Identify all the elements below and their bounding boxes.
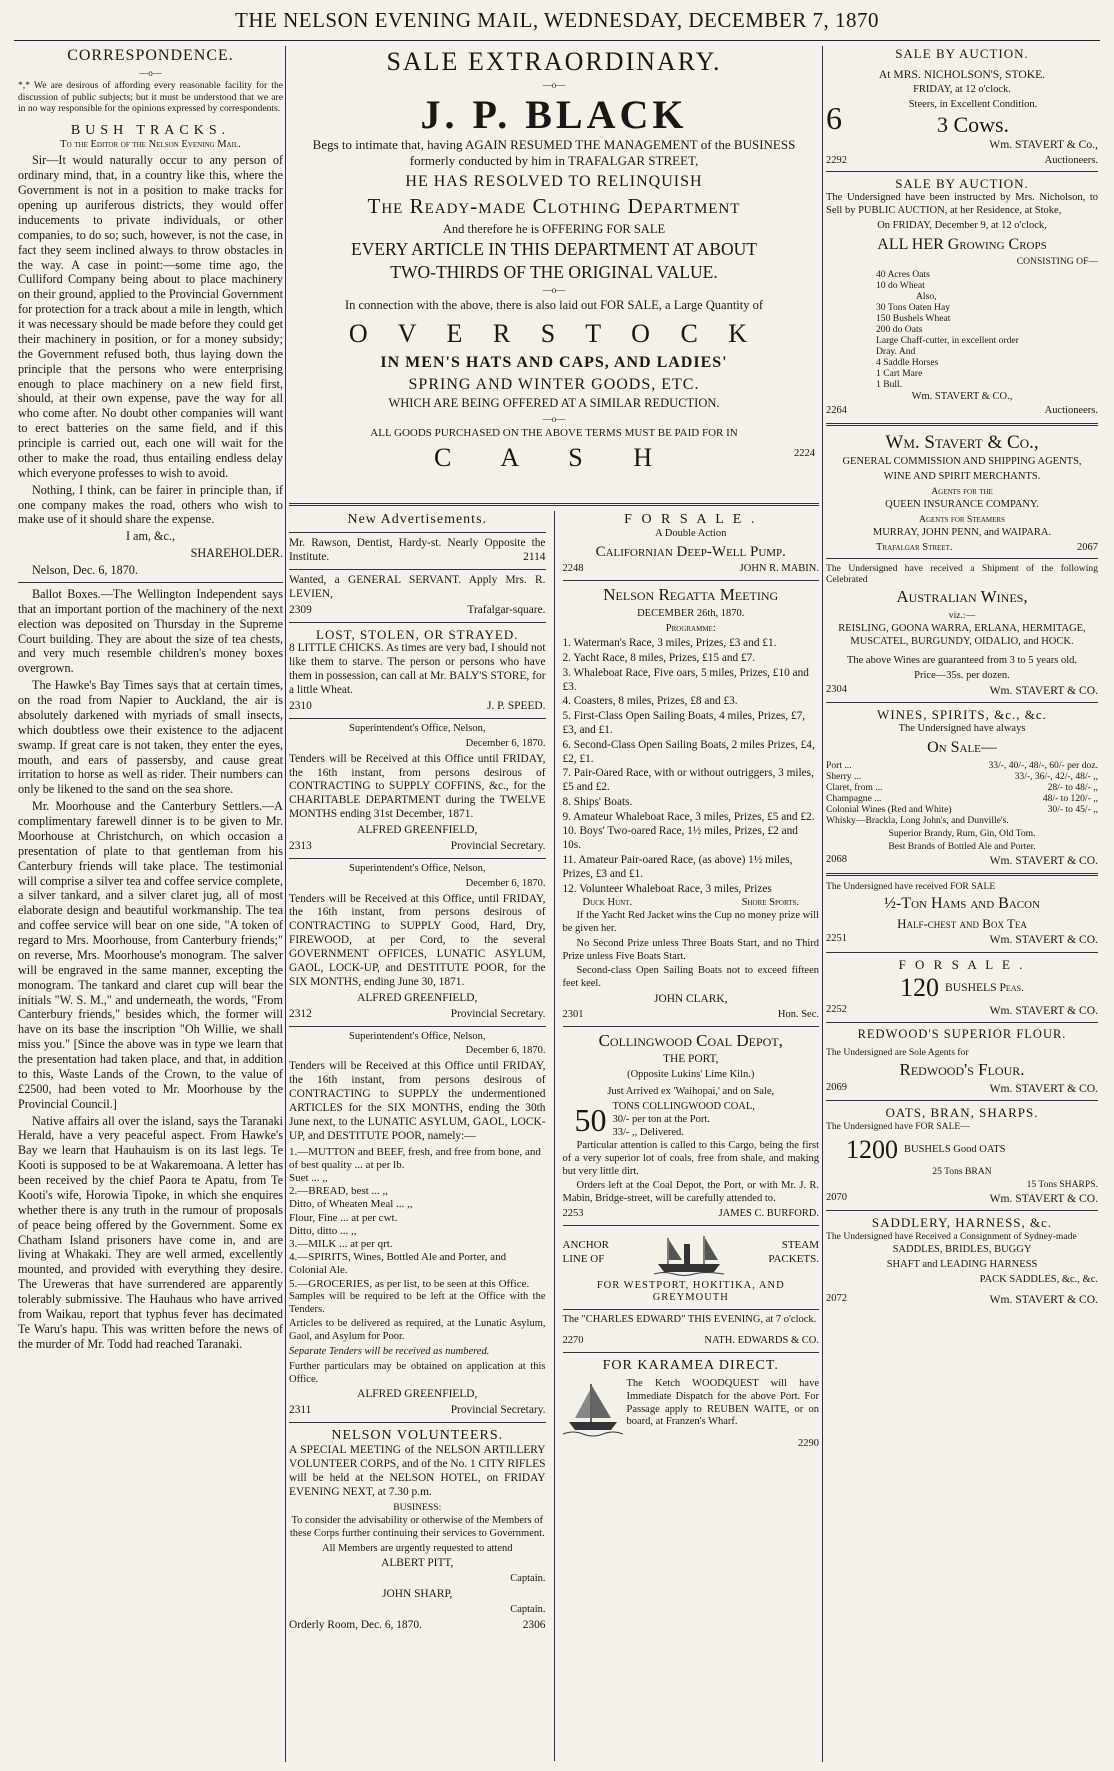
karamea-heading: FOR KARAMEA DIRECT.: [602, 1357, 779, 1373]
auction-quantity: 6: [826, 100, 842, 137]
letter-title: BUSH TRACKS.: [70, 122, 231, 138]
anchor-line-header: [563, 1230, 820, 1276]
for-sale-item: Californian Deep-Well Pump.: [595, 543, 786, 560]
anchor-text: STEAM: [781, 1239, 819, 1252]
divider: [563, 1309, 820, 1310]
spirits-footer: [826, 854, 1098, 868]
ad-number: 2304: [826, 684, 847, 696]
regatta-race: 1. Waterman's Race, 3 miles, Prizes, £3 and £1.: [562, 637, 777, 650]
coal-paragraph: Particular attention is called to this Cargo, being the first of a very superior lot of coals, free from shale, and making but very little dirt.: [562, 1139, 819, 1177]
divider: [289, 858, 546, 859]
coal-offer: [563, 1101, 820, 1140]
spirits-prices: [826, 760, 1098, 815]
auction-item: 40 Acres Oats: [876, 269, 930, 281]
ad-number: 2313: [289, 840, 312, 853]
divider: [289, 569, 546, 570]
auction-heading: SALE BY AUCTION.: [895, 46, 1029, 61]
price-row: Port ... 33/-, 40/-, 48/-, 60/- per doz.: [826, 759, 1098, 771]
divider: [289, 1026, 546, 1027]
tea-heading: Half-chest and Box Tea: [897, 915, 1027, 931]
column-auctions: [826, 46, 1098, 1762]
column-rule: [285, 46, 286, 1762]
tender-signature: ALFRED GREENFIELD,: [357, 1388, 478, 1401]
volunteers-business: BUSINESS:: [393, 1501, 442, 1513]
anchor-route: FOR WESTPORT, HOKITIKA, AND GREYMOUTH: [596, 1279, 785, 1304]
coal-footer: [563, 1208, 820, 1221]
regatta-race: 9. Amateur Whaleboat Race, 3 miles, Prizes, £5 and £2.: [562, 810, 815, 823]
auctioneer-title: Auctioneers.: [1044, 154, 1098, 166]
auction-item: Large Chaff-cutter, in excellent order: [876, 335, 1019, 347]
ad-number: 2114: [523, 550, 546, 563]
regatta-race: 11. Amateur Pair-oared Race, (as above) 1½ miles, Prizes, £3 and £1.: [562, 854, 793, 880]
section-heading: CORRESPONDENCE.: [67, 47, 234, 64]
stavert-line: GENERAL COMMISSION AND SHIPPING AGENTS,: [842, 456, 1082, 468]
flour-heading: REDWOOD'S SUPERIOR FLOUR.: [857, 1027, 1067, 1042]
tender-note: Separate Tenders will be received as numbered.: [289, 1345, 490, 1357]
regatta-heading: Nelson Regatta Meeting: [603, 584, 779, 604]
lost-footer: [289, 700, 546, 714]
ad-line: O V E R S T O C K: [348, 318, 760, 348]
wine-guarantee: The above Wines are guaranteed from 3 to 5 years old.: [846, 654, 1077, 666]
regatta-race: 10. Boys' Two-oared Race, 1½ miles, Prizes, £2 and 10s.: [562, 825, 798, 852]
spirits-heading: WINES, SPIRITS, &c., &c.: [877, 707, 1047, 723]
tender-item: 1.—MUTTON and BEEF, fresh, and free from bone, and of best quality ... at per lb.: [289, 1145, 541, 1171]
ad-number: 2292: [826, 154, 847, 166]
wine-price: Price—35s. per dozen.: [914, 669, 1010, 681]
auction-item: 4 Saddle Horses: [876, 357, 939, 369]
tender-item: Ditto, ditto ... ,,: [289, 1224, 357, 1237]
letter-date: Nelson, Dec. 6, 1870.: [32, 563, 138, 578]
auction-item: 3 Cows.: [936, 111, 1010, 137]
peas-offer: [826, 972, 1098, 1004]
flour-intro: The Undersigned are Sole Agents for: [826, 1046, 969, 1058]
ad-number: 2309: [289, 603, 312, 616]
ad-title-sig: Provincial Secretary.: [450, 840, 546, 853]
oats-line: 25 Tons BRAN: [932, 1166, 992, 1178]
regatta-races: [563, 637, 820, 896]
auction-item: 1 Bull.: [876, 379, 903, 391]
spirits-line: Superior Brandy, Rum, Gin, Old Tom.: [888, 827, 1036, 839]
divider: [289, 1422, 546, 1423]
ad-signature: Wm. STAVERT & CO.: [989, 1292, 1098, 1306]
wanted-ad: Wanted, a GENERAL SERVANT. Apply Mrs. R. LEVIEN,: [289, 573, 546, 600]
ad-merchant-name: J. P. BLACK: [420, 91, 688, 137]
regatta-race: 6. Second-Class Open Sailing Boats, 2 miles Prizes, £4, £2, £1.: [562, 738, 815, 765]
tender-item: Suet ... ,,: [289, 1172, 328, 1185]
sailing-ship-icon: [563, 1378, 623, 1438]
ad-number: 2312: [289, 1007, 312, 1020]
coal-paragraph: Orders left at the Coal Depot, the Port, or with Mr. J. R. Mabin, Bridge-street, will be carefully attended to.: [562, 1180, 819, 1205]
regatta-race: 3. Whaleboat Race, Five oars, 5 miles, Prizes, £10 and £3.: [562, 666, 809, 693]
regatta-race: 2. Yacht Race, 8 miles, Prizes, £15 and £7.: [562, 652, 756, 665]
coal-location: THE PORT,: [663, 1053, 719, 1066]
peas-footer: [826, 1004, 1098, 1018]
oats-offer: [826, 1134, 1098, 1166]
ad-line: In connection with the above, there is also laid out FOR SALE, a Large Quantity of: [344, 298, 764, 313]
auction-item: 10 do Wheat: [876, 280, 925, 292]
auction-item: 30 Tons Oaten Hay: [876, 302, 951, 314]
column-advertisements: [289, 46, 819, 1762]
letter-close: I am, &c.,: [125, 529, 176, 544]
letter-paragraph: Sir—It would naturally occur to any person of ordinary mind, that, in a country like this, where the Government is not in a position to make tracks for opening up auriferous districts, they would offer inducements to private individuals, or other companies, to do so; such, however, is not the case, in fact they seem inclined always to throw obstacles in the way. A case in point:—some time ago, the Culliford Company being about to place machinery on their ground, applied to the Provincial Government for protection for a track about a mile in length, which it was necessary should be made before they could get their machinery in position, or for a money subsidy; the Government refused both, thus laying down the principle that the persons who were enterprising enough to place machinery on a new field first, should, at their own expense, pave the way for all who come after. No doubt other companies will want to erect batteries on the same field, and if this principle is carried out, each one will wait for the other to make the road, thus entailing endless delay which everyone professes to wish to avoid.: [18, 153, 283, 480]
wine-footer: [826, 684, 1098, 698]
stavert-line: Agents for Steamers: [919, 513, 1005, 525]
regatta-date: DECEMBER 26th, 1870.: [637, 607, 745, 619]
column-rule: [822, 46, 823, 1762]
coal-line: 30/- per ton at the Port.: [612, 1113, 710, 1125]
tender-item: 3.—MILK ... at per qrt.: [289, 1238, 393, 1251]
divider: [826, 702, 1098, 703]
divider: [18, 582, 283, 583]
ad-signature: Wm. STAVERT & CO.: [989, 853, 1098, 867]
ornament: —o—: [542, 413, 566, 424]
auction-footer: [826, 155, 1098, 168]
for-sale-heading: F O R S A L E .: [624, 512, 758, 527]
auctioneer: Wm. STAVERT & Co.,: [989, 138, 1098, 152]
tender-item: 2.—BREAD, best ... ,,: [289, 1185, 388, 1198]
disclaimer: *,* We are desirous of affording every reasonable facility for the discussion of public subjects; but it must be understood that we are in no way responsible for the opinions expressed by correspondents.: [18, 80, 283, 114]
auction-item: 150 Bushels Wheat: [876, 313, 951, 325]
oats-footer: [826, 1192, 1098, 1206]
ornament: —o—: [139, 67, 162, 78]
tender-item: Ditto, of Wheaten Meal ... ,,: [289, 1198, 413, 1211]
office-line: Superintendent's Office, Nelson,: [349, 862, 486, 874]
flour-name: Redwood's Flour.: [899, 1059, 1025, 1079]
divider: [826, 952, 1098, 953]
ad-signature: Wm. STAVERT & CO.: [989, 1082, 1098, 1096]
regatta-race: 5. First-Class Open Sailing Boats, 4 miles, Prizes, £7, £3, and £1.: [562, 710, 806, 736]
hams-heading: ½-Ton Hams and Bacon: [883, 895, 1041, 913]
ad-number: 2290: [798, 1437, 819, 1449]
ad-number: 2224: [794, 448, 815, 460]
ad-line: And therefore he is OFFERING FOR SALE: [442, 221, 666, 236]
divider: [826, 171, 1098, 172]
office-date: December 6, 1870.: [465, 737, 546, 749]
divider: [289, 622, 546, 623]
ad-line: ALL GOODS PURCHASED ON THE ABOVE TERMS MUST BE PAID FOR IN: [370, 426, 738, 439]
volunteers-rank: Captain.: [510, 1603, 546, 1615]
ad-number: 2301: [562, 1008, 584, 1020]
office-line: Superintendent's Office, Nelson,: [349, 723, 486, 734]
masthead: THE NELSON EVENING MAIL, WEDNESDAY, DECEMBER 7, 1870: [235, 8, 879, 32]
anchor-sailing: The "CHARLES EDWARD" THIS EVENING, at 7 o'clock.: [562, 1314, 817, 1326]
office-line: Superintendent's Office, Nelson,: [349, 1030, 486, 1042]
spirits-line: Best Brands of Bottled Ale and Porter.: [888, 840, 1036, 852]
regatta-race: 8. Ships' Boats.: [562, 795, 633, 808]
volunteers-text: A SPECIAL MEETING of the NELSON ARTILLERY VOLUNTEER CORPS, and of the No. 1 CITY RIFLES will be held at the NELSON HOTEL, on FRIDAY EVENING NEXT, at 7.30 p.m.: [289, 1444, 546, 1498]
auction-time: On FRIDAY, December 9, at 12 o'clock,: [877, 219, 1047, 231]
letter-salutation: To the Editor of the Nelson Evening Mail.: [60, 138, 241, 150]
divider: [563, 1352, 820, 1353]
tender-item: 5.—GROCERIES, as per list, to be seen at this Office.: [289, 1277, 530, 1290]
auctioneer-title: Auctioneers.: [1044, 405, 1098, 417]
for-sale-heading: F O R S A L E .: [898, 956, 1026, 972]
wine-heading: Australian Wines,: [896, 587, 1028, 607]
spirits-line: Whisky—Brackla, Long John's, and Dunville's.: [826, 814, 1009, 826]
ad-line: SPRING AND WINTER GOODS, ETC.: [408, 375, 700, 393]
wine-list: REISLING, GOONA WARRA, ERLANA, HERMITAGE, MUSCATEL, BURGUNDY, OIDALIO, and HOCK.: [838, 623, 1086, 647]
divider: [826, 1210, 1098, 1211]
ad-signature: Wm. STAVERT & CO.: [989, 684, 1098, 698]
regatta-extras: [563, 897, 820, 910]
ad-number: 2251: [826, 933, 847, 945]
volunteers-request: All Members are urgently requested to attend: [322, 1542, 513, 1554]
coal-line: TONS COLLINGWOOD COAL,: [612, 1101, 755, 1113]
regatta-footer: [563, 1009, 820, 1022]
anchor-text: PACKETS.: [768, 1252, 819, 1265]
stavert-line: Agents for the: [931, 485, 993, 497]
divider: [289, 718, 546, 719]
news-paragraph: Mr. Moorhouse and the Canterbury Settlers.—A complimentary farewell dinner is to be given to Mr. Moorhouse at Christchurch, on which occasion a presentation of plate to that gentleman from his Canterbury friends will take place. The testimonial will comprise a silver tea and coffee service complete, a silver tankard, and a silver claret jug, all of most elaborate design and beautiful workmanship. The tea and coffee service will bear on one side, "A token of regard to Mrs. Moorhouse, from Canterbury friends;" on reverse, Mrs. Moorhouse's monogram. The salver will be engraved in the same manner, excepting the monogram. The tankard and claret cup will bear the initials "W. S. M.," and underneath, the words, "From Canterbury friends," besides which, the former will have on its base the inscription "Oh Willie, we shall miss you." [Since the above was in type we learn that the presentation had taken place, and that, in addition to this, Waste Lands of the Crown, to the value of £2500, had been voted to Mr. Moorhouse by the Provincial Council.]: [18, 799, 283, 1111]
peas-item: BUSHELS Peas.: [945, 981, 1024, 995]
ornament: —o—: [542, 285, 566, 296]
saddlery-line: SADDLES, BRIDLES, BUGGY: [892, 1244, 1032, 1256]
regatta-extra: Duck Hunt.: [582, 897, 633, 909]
ad-number: 2072: [826, 1292, 847, 1304]
flour-footer: [826, 1082, 1098, 1096]
oats-intro: The Undersigned have FOR SALE—: [826, 1121, 970, 1133]
ad-line: C A S H: [434, 443, 674, 473]
divider: [563, 580, 820, 581]
column-correspondence: [18, 46, 283, 1762]
coal-quantity: 50: [574, 1101, 607, 1138]
wine-viz: viz.:—: [948, 610, 976, 622]
auction-item: 1 Cart Mare: [876, 368, 923, 380]
tender-text: Tenders will be Received at this Office, until FRIDAY, the 16th instant, from persons desirous of CONTRACTING to SUPPLY Good, Hard, Dry, FIREWOOD, at per Cord, to the several GOVERNMENT OFFICES, LUNATIC ASYLUM, GAOL, LOCK-UP, and DESTITUTE POOR, for the SIX MONTHS, ending June 30, 1871.: [289, 892, 546, 988]
tender-note: Samples will be required to be left at the Office with the Tenders.: [289, 1290, 546, 1315]
auction-lot: [826, 99, 1098, 139]
coal-line: 33/- ,, Delivered.: [612, 1126, 684, 1138]
regatta-extra: Shore Sports.: [741, 897, 799, 909]
ad-signature: JOHN R. MABIN.: [739, 563, 819, 575]
ad-number: 2068: [826, 853, 847, 865]
ad-line: IN MEN'S HATS AND CAPS, AND LADIES': [380, 354, 728, 372]
price-row: Sherry ... 33/-, 36/-, 42/-, 48/- ,,: [826, 770, 1098, 782]
divider: [826, 1022, 1098, 1023]
auction-consisting: CONSISTING OF—: [1016, 256, 1098, 268]
price-row: Champagne ... 48/- to 120/- ,,: [826, 792, 1098, 804]
price-row: Claret, from ... 28/- to 48/- ,,: [826, 781, 1098, 793]
ad-number: 2069: [826, 1082, 847, 1094]
divider: [289, 532, 546, 533]
ad-number: 2306: [522, 1618, 546, 1631]
coal-arrival: Just Arrived ex 'Waihopai,' and on Sale,: [607, 1086, 775, 1098]
volunteers-business-text: To consider the advisability or otherwise of the Members of these Corps further continuing their services to Government.: [289, 1514, 545, 1539]
ad-signature: J. P. SPEED.: [486, 700, 546, 713]
tender-item: Flour, Fine ... at per cwt.: [289, 1211, 398, 1224]
volunteers-signature: ALBERT PITT,: [381, 1557, 454, 1570]
ad-signature: Wm. STAVERT & CO.: [989, 1004, 1098, 1018]
ornament: —o—: [542, 79, 566, 90]
ad-line: WHICH ARE BEING OFFERED AT A SIMILAR REDUCTION.: [388, 396, 720, 411]
ad-number: 2067: [1077, 541, 1098, 553]
oats-quantity: 1200: [846, 1135, 898, 1165]
tender-text: Tenders will be Received at this Office until FRIDAY, the 16th instant, from persons desirous of CONTRACTING to SUPPLY COFFINS, &c., for the CHARITABLE DEPARTMENT during the TWELVE MONTHS ending 31st December, 1871.: [289, 752, 546, 821]
sale-extraordinary-ad: [289, 46, 819, 498]
volunteers-room: Orderly Room, Dec. 6, 1870.: [289, 1618, 422, 1631]
volunteers-heading: NELSON VOLUNTEERS.: [331, 1428, 504, 1444]
karamea-text: The Ketch WOODQUEST will have Immediate Dispatch for the above Port. For Passage apply to REUBEN WAITE, or on board, at Franzen's Wharf.: [626, 1377, 819, 1428]
subcolumn-left: [289, 511, 546, 1761]
ad-line: Begs to intimate that, having AGAIN RESUMED THE MANAGEMENT of the BUSINESS formerly conducted by him in TRAFALGAR STREET,: [312, 136, 796, 168]
ad-signature: NATH. EDWARDS & CO.: [704, 1335, 819, 1347]
ad-number: 2248: [562, 563, 584, 575]
coal-heading: Collingwood Coal Depot,: [598, 1030, 783, 1050]
tender-text: Tenders will be Received at this Office until FRIDAY, the 16th instant, from persons desirous of CONTRACTING to SUPPLY the undermentioned ARTICLES for the SIX MONTHS, ending the 30th June next, to the LUNATIC ASYLUM, GAOL, LOCK-UP, and DESTITUTE POOR, namely:—: [289, 1060, 546, 1142]
dentist-ad: [289, 537, 546, 565]
stavert-heading: Wm. Stavert & Co.,: [885, 432, 1039, 454]
regatta-note: If the Yacht Red Jacket wins the Cup no money prize will be given her.: [562, 910, 819, 934]
ad-line: TWO-THIRDS OF THE ORIGINAL VALUE.: [390, 262, 718, 283]
ad-title-sig: Provincial Secretary.: [450, 1007, 546, 1020]
tender-signature: ALFRED GREENFIELD,: [357, 824, 478, 837]
hams-footer: [826, 933, 1098, 947]
news-paragraph: Native affairs all over the island, says the Taranaki Herald, have a very peaceful aspect. From Hawke's Bay we learn that Hauhauism is on its last legs. Te Kooti is supposed to be at Wakaremoana. A letter has been received by the chief Paora te Apatu, from Te Kooti's wife, Horowia Tipoke, in which she enquires whether there is any truth in the rumour of proposals of peace being offered by the Government. Some ex Chatham Island prisoners have come in, and are living at Whakaki. They are well armed, excellently mounted, and provided with everything they desire. The Ureweras that have surrendered are apparently tolerably submissive. The Hauhaus who have arrived from Waikau, report that typhus fever has decimated Te Waru's hapu. This was written before the news of the murder of Mr. Todd had reached Taranaki.: [18, 1113, 283, 1351]
ad-number: 2253: [562, 1207, 584, 1219]
auction-items: [826, 269, 1098, 390]
stavert-footer: [826, 542, 1098, 555]
regatta-programme: Programme:: [665, 622, 716, 634]
regatta-race: 12. Volunteer Whaleboat Race, 3 miles, Prizes: [562, 882, 772, 895]
divider: [826, 873, 1098, 876]
spirits-intro: The Undersigned have always: [898, 723, 1026, 735]
news-paragraph: Ballot Boxes.—The Wellington Independent says that an important portion of the machinery of the next election was deposited on Thursday in the Supreme Court building. They are about the size of tea chests, and very much resemble children's money boxes overgrown.: [18, 586, 283, 676]
letter-paragraph: Nothing, I think, can be fairer in principle than, if one company makes the road, others who wish to make use of it should share the expense.: [18, 482, 283, 527]
ad-number: 2264: [826, 405, 847, 417]
saddlery-intro: The Undersigned have Received a Consignment of Sydney-made: [826, 1231, 1077, 1243]
regatta-race: 4. Coasters, 8 miles, Prizes, £8 and £3.: [562, 695, 738, 708]
ad-number: 2311: [289, 1404, 312, 1417]
tender-item: 4.—SPIRITS, Wines, Bottled Ale and Porter, and Colonial Ale.: [289, 1251, 507, 1277]
anchor-text: LINE OF: [562, 1252, 605, 1265]
volunteers-signature: JOHN SHARP,: [382, 1588, 453, 1600]
regatta-note: Second-class Open Sailing Boats not to exceed fifteen feet keel.: [562, 965, 819, 990]
for-sale-footer: [563, 563, 820, 576]
ad-signature: Wm. STAVERT & CO.: [989, 933, 1098, 947]
lost-text: 8 LITTLE CHICKS. As times are very bad, I should not like them to starve. The person or persons who have them in possession, can call at Mr. BALY'S STORE, for a little Wheat.: [289, 642, 546, 697]
ad-title-sig: Provincial Secretary.: [450, 1404, 546, 1417]
ad-line: The Ready-made Clothing Department: [367, 193, 741, 218]
ad-cash-row: [289, 442, 819, 474]
ad-signature: JAMES C. BURFORD.: [718, 1207, 819, 1219]
regatta-note: No Second Prize unless Three Boats Start, and no Third Prize unless Five Boats Start.: [562, 937, 819, 962]
auction-text: The Undersigned have been instructed by Mrs. Nicholson, to Sell by PUBLIC AUCTION, at her Residence, at Stoke,: [826, 192, 1098, 217]
tender-note: Further particulars may be obtained on application at this Office.: [289, 1360, 546, 1385]
auction-location: At MRS. NICHOLSON'S, STOKE.: [878, 67, 1046, 81]
price-row: Colonial Wines (Red and White) 30/- to 45/- ,,: [826, 803, 1098, 815]
ad-number: 2310: [289, 700, 312, 713]
steamship-icon: [654, 1230, 724, 1276]
ad-address: Trafalgar-square.: [467, 603, 546, 616]
divider: [826, 558, 1098, 559]
auctioneer: Wm. STAVERT & CO.,: [911, 390, 1013, 402]
saddlery-line: SHAFT and LEADING HARNESS: [886, 1258, 1038, 1270]
letter-signature: SHAREHOLDER.: [190, 546, 283, 561]
dentist-text: Mr. Rawson, Dentist, Hardy-st. Nearly Opposite the Institute.: [289, 537, 546, 563]
divider: [563, 1026, 820, 1027]
peas-quantity: 120: [900, 973, 940, 1003]
anchor-text: ANCHOR: [562, 1239, 609, 1252]
lost-heading: LOST, STOLEN, OR STRAYED.: [316, 626, 519, 642]
coal-location-note: (Opposite Lukins' Lime Kiln.): [627, 1069, 755, 1081]
stavert-line: WINE AND SPIRIT MERCHANTS.: [883, 471, 1041, 483]
tender-footer: [289, 840, 546, 854]
ad-signature: Wm. STAVERT & CO.: [989, 1192, 1098, 1206]
divider: [563, 1225, 820, 1226]
auction-footer: [826, 405, 1098, 418]
stavert-address: Trafalgar Street.: [876, 541, 953, 553]
ad-title-sig: Hon. Sec.: [777, 1008, 819, 1020]
tender-signature: ALFRED GREENFIELD,: [357, 991, 478, 1004]
spirits-on-sale: On Sale—: [927, 739, 997, 757]
news-paragraph: The Hawke's Bay Times says that at certain times, on the road from Napier to Auckland, the air is absolutely darkened with myriads of small insects, which doubtless owe their existence to the adjacent swamp. If great care is not taken, they enter the eyes, mouth, and ears of passersby, and cause great irritation to horse as well as rider. Their numbers can only be likened to the sand on the sea shore.: [18, 678, 283, 797]
divider: [826, 1100, 1098, 1101]
auction-crops: ALL HER Growing Crops: [877, 235, 1047, 253]
stavert-line: MURRAY, JOHN PENN, and WAIPARA.: [872, 526, 1052, 538]
ad-number: 2252: [826, 1004, 847, 1016]
auction-item: 200 do Oats: [876, 324, 923, 336]
auction-item: Also,: [916, 291, 937, 303]
tender-footer: [289, 1008, 546, 1022]
tender-note: Articles to be delivered as required, at the Lunatic Asylum, Gaol, and Asylum for Poor.: [289, 1318, 546, 1343]
auction-time: FRIDAY, at 12 o'clock.: [913, 84, 1011, 95]
volunteers-footer: [289, 1619, 546, 1633]
masthead-rule: [14, 40, 1100, 41]
saddlery-footer: [826, 1293, 1098, 1307]
wanted-footer: [289, 604, 546, 618]
auction-item: Dray. And: [876, 346, 916, 358]
divider: [826, 423, 1098, 426]
ad-line: HE HAS RESOLVED TO RELINQUISH: [405, 173, 703, 191]
oats-item: BUSHELS Good OATS: [904, 1143, 1006, 1155]
karamea-body: [563, 1378, 820, 1438]
auction-heading: SALE BY AUCTION.: [895, 176, 1029, 192]
wine-intro: The Undersigned have received a Shipment of the following Celebrated: [826, 563, 1098, 586]
tender-footer: [289, 1404, 546, 1418]
oats-heading: OATS, BRAN, SHARPS.: [885, 1105, 1039, 1121]
anchor-footer: [563, 1335, 820, 1348]
auction-item: Steers, in Excellent Condition.: [908, 98, 1038, 110]
volunteers-rank: Captain.: [510, 1573, 546, 1585]
ad-line: EVERY ARTICLE IN THIS DEPARTMENT AT ABOUT: [351, 238, 757, 259]
saddlery-heading: SADDLERY, HARNESS, &c.: [871, 1215, 1053, 1231]
regatta-signature: JOHN CLARK,: [654, 992, 728, 1005]
divider: [289, 503, 819, 506]
oats-line: 15 Tons SHARPS.: [1026, 1179, 1098, 1191]
regatta-race: 7. Pair-Oared Race, with or without outriggers, 3 miles, £5 and £2.: [562, 767, 814, 794]
office-date: December 6, 1870.: [465, 1045, 546, 1057]
ad-number: 2070: [826, 1192, 847, 1204]
ad-title: SALE EXTRAORDINARY.: [386, 47, 722, 76]
stavert-line: QUEEN INSURANCE COMPANY.: [885, 498, 1039, 510]
ad-number: 2270: [562, 1335, 584, 1347]
office-date: December 6, 1870.: [465, 877, 546, 889]
tender-items: [289, 1146, 546, 1291]
hams-intro: The Undersigned have received FOR SALE: [826, 881, 996, 893]
subcolumn-right: [554, 511, 820, 1761]
section-heading: New Advertisements.: [347, 512, 488, 527]
for-sale-sub: A Double Action: [655, 528, 727, 540]
saddlery-line: PACK SADDLES, &c., &c.: [979, 1273, 1098, 1285]
